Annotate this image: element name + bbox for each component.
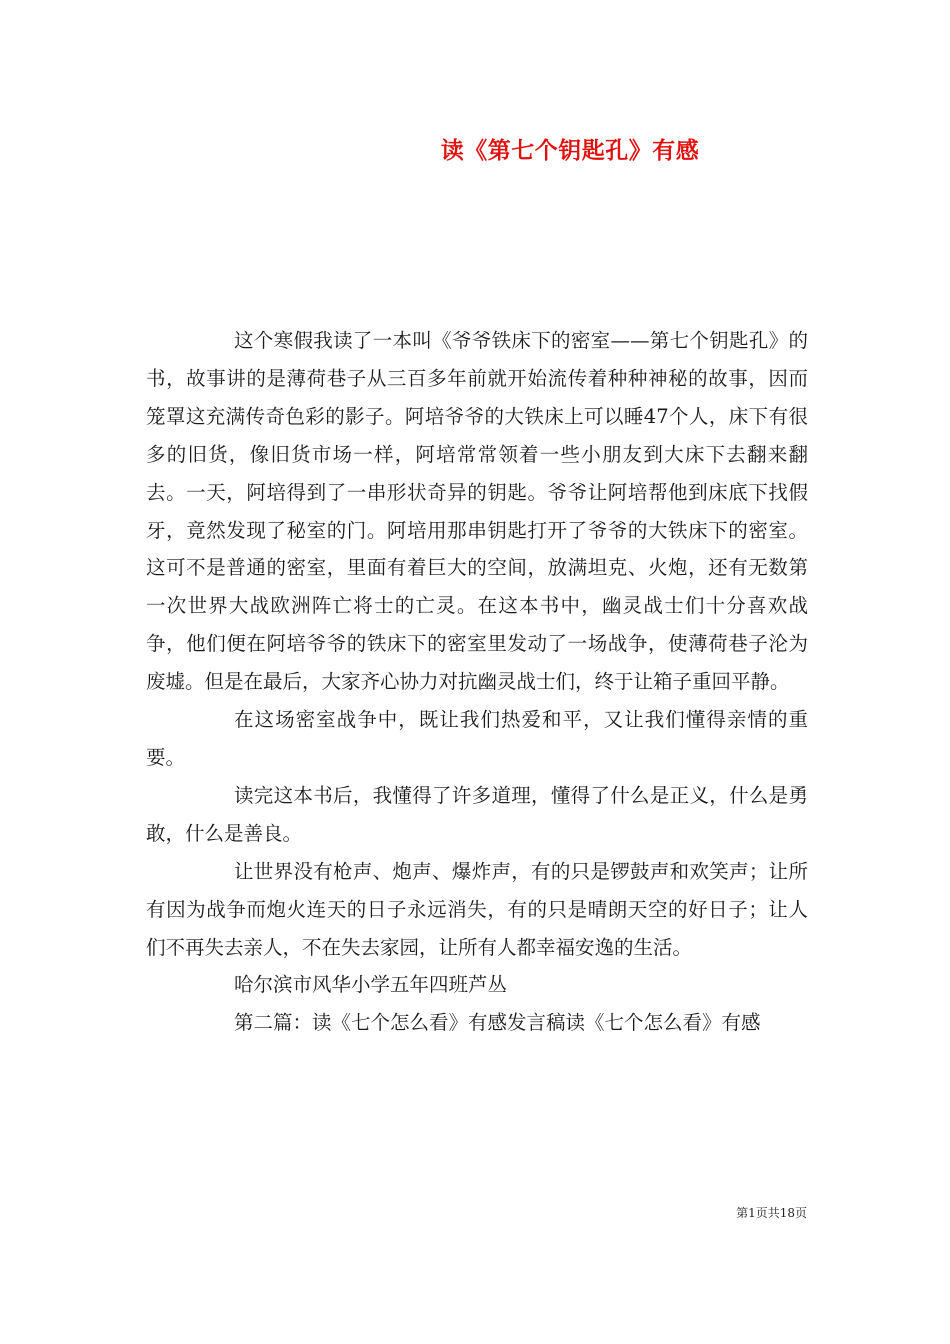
paragraph-second-article-heading: 第二篇：读《七个怎么看》有感发言稿读《七个怎么看》有感 (234, 1011, 761, 1035)
document-title: 读《第七个钥匙孔》有感 (440, 137, 700, 164)
paragraph-reflection-peace: 在这场密室战争中，既让我们热爱和平，又让我们懂得亲情的重要。 (146, 708, 808, 769)
paragraph-reflection-lessons: 读完这本书后，我懂得了许多道理，懂得了什么是正义，什么是勇敢，什么是善良。 (146, 783, 808, 845)
paragraph-story-summary: 这个寒假我读了一本叫《爷爷铁床下的密室——第七个钥匙孔》的书，故事讲的是薄荷巷子从三百多年前就开始流传着种种神秘的故事，因而笼罩这充满传奇色彩的影子。阿培爷爷的大铁床上可以睡47个人，床下有很多的旧货，像旧货市场一样，阿培常常领着一些小朋友到大床下去翻来翻去。一天，阿培得到了一串形状奇异的钥匙。爷爷让阿培帮他到床底下找假牙，竟然发现了秘室的门。阿培用那串钥匙打开了爷爷的大铁床下的密室。这可不是普通的密室，里面有着巨大的空间，放满坦克、火炮，还有无数第一次世界大战欧洲阵亡将士的亡灵。在这本书中，幽灵战士们十分喜欢战争，他们便在阿培爷爷的铁床下的密室里发动了一场战争，使薄荷巷子沦为废墟。但是在最后，大家齐心协力对抗幽灵战士们，终于让箱子重回平静。 (146, 329, 808, 694)
page-number: 第1页共18页 (736, 1206, 807, 1220)
document-body (146, 322, 808, 1042)
paragraph-wish: 让世界没有枪声、炮声、爆炸声，有的只是锣鼓声和欢笑声；让所有因为战争而炮火连天的日子永远消失，有的只是晴朗天空的好日子；让人们不再失去亲人，不在失去家园，让所有人都幸福安逸的生活。 (146, 859, 808, 959)
paragraph-author: 哈尔滨市风华小学五年四班芦丛 (234, 973, 508, 997)
